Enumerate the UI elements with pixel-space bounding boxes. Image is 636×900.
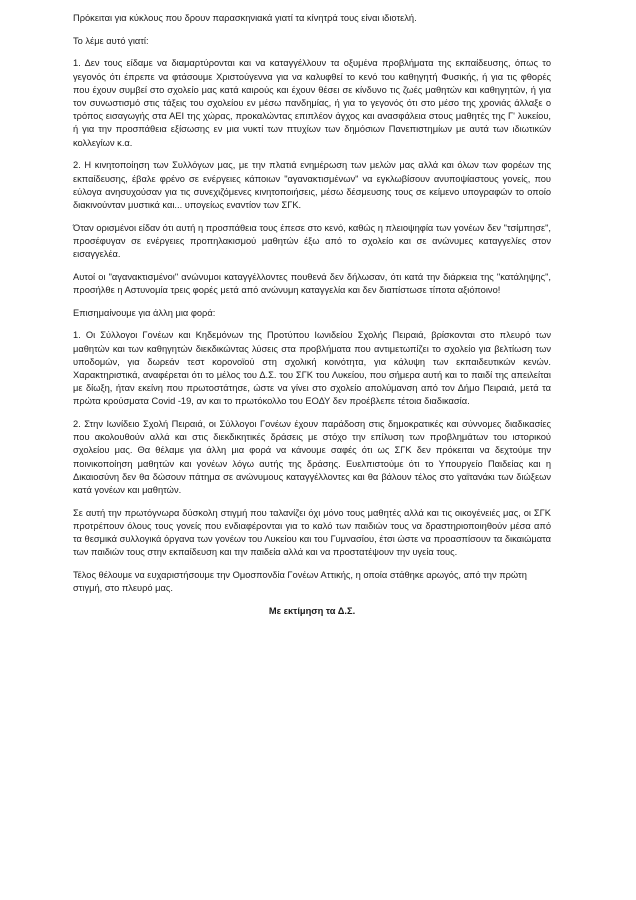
signature: Με εκτίμηση τα Δ.Σ.	[268, 606, 356, 617]
body-paragraph: Όταν ορισμένοι είδαν ότι αυτή η προσπάθεια τους έπεσε στο κενό, καθώς η πλειοψηφία των γονέων δεν "τσίμπησε", προσέφυγαν σε ενέργειες προπηλακισμού μαθητών έξω από το σχολείο και σε ανώνυμες καταγγελίες στον εισαγγελέα.	[73, 222, 551, 260]
intro-paragraph: Πρόκειται για κύκλους που δρουν παρασκηνιακά γιατί τα κίνητρά τους είναι ιδιοτελή.	[73, 13, 417, 23]
document-page	[73, 12, 551, 628]
point-1-paragraph: 1. Δεν τους είδαμε να διαμαρτύρονται και να καταγγέλλουν τα οξυμένα προβλήματα της εκπαίδευσης, όπως το γεγονός ότι έπρεπε να φτάσουμε Χριστούγεννα για να καλυφθεί το κενό του καθηγητή Φυσικής, ή για τις φθορές που έχουν συμβεί στο σχολείο μας κατά καιρούς και έχουν θέσει σε κίνδυνο τις ζωές μαθητών και καθηγητών, ή για τον συνωστισμό στις τάξεις του σχολείου εν μέσω πανδημίας, ή για το γεγονός ότι στο μέσο της χρονιάς άλλαξε ο τρόπος εισαγωγής στα ΑΕΙ της χώρας, προκαλώντας επιπλέον άγχος και ανασφάλεια στους μαθητές της Γ' λυκείου, ή για την προσπάθεια εξίσωσης εν μια νυκτί των πτυχίων των δημόσιων Πανεπιστημίων με αυτά των ιδιωτικών κολλεγίων κ.α.	[73, 58, 551, 148]
point-2-paragraph: 2. Η κινητοποίηση των Συλλόγων μας, με την πλατιά ενημέρωση των μελών μας αλλά και όλων των φορέων της εκπαίδευσης, έβαλε φρένο σε ενέργειες κάποιων "αγανακτισμένων" να εγκλωβίσουν ανυποψίαστους γονείς, που εύλογα ανησυχούσαν για τις συνεχιζόμενες κινητοποιήσεις, μέσω δέσμευσης τους σε κείμενο υπογραφών το οποίο διακινούνταν μυστικά και... υπογείως εναντίον των ΣΓΚ.	[73, 160, 551, 210]
emphasis-line: Επισημαίνουμε για άλλη μια φορά:	[73, 307, 216, 318]
emphasis-point-2-paragraph: 2. Στην Ιωνίδειο Σχολή Πειραιά, οι Σύλλογοι Γονέων έχουν παράδοση στις δημοκρατικές και σύννομες διαδικασίες που ακολουθούν αλλά και στις διεκδικητικές δράσεις με στόχο την επίλυση των προβλημάτων του ιστορικού σχολείου μας. Θα θέλαμε για άλλη μια φορά να κάνουμε σαφές ότι ως ΣΓΚ δεν πρόκειται να δεχτούμε την ποινικοποίηση μαθητών και γονέων λόγω αυτής της δράσης. Ευελπιστούμε ότι το Υπουργείο Παιδείας και η Δικαιοσύνη δεν θα δώσουν πάτημα σε ανώνυμους καταγγέλλοντες και θα βάλουν τέλος στο γαϊτανάκι των διώξεων κατά γονέων και μαθητών.	[73, 419, 551, 496]
body-paragraph: Σε αυτή την πρωτόγνωρα δύσκολη στιγμή που ταλανίζει όχι μόνο τους μαθητές αλλά και τις οικογένειές μας, οι ΣΓΚ προτρέπουν όλους τους γονείς που ενδιαφέρονται για το καλό των παιδιών τους να δραστηριοποιηθούν μέσα από τα θεσμικά συλλογικά όργανα των γονέων του Λυκείου και του Γυμνασίου, έτσι ώστε να προασπίσουν τα δικαιώματα των παιδιών τους στην εκπαίδευση και την παιδεία αλλά και να προστατέψουν την υγεία τους.	[73, 507, 551, 558]
lead-in-line: Το λέμε αυτό γιατί:	[73, 35, 149, 46]
body-paragraph: Αυτοί οι "αγανακτισμένοι" ανώνυμοι καταγγέλλοντες πουθενά δεν δήλωσαν, ότι κατά την διάρκεια της "κατάληψης", προσήλθε η Αστυνομία τρεις φορές μετά από ανώνυμη καταγγελία και δεν διαπίστωσε τίποτα αξιόποινο!	[73, 271, 551, 295]
emphasis-point-1-paragraph: 1. Οι Σύλλογοι Γονέων και Κηδεμόνων της Προτύπου Ιωνιδείου Σχολής Πειραιά, βρίσκονται στο πλευρό των μαθητών και των καθηγητών διεκδικώντας λύσεις στα προβλήματα που αντιμετωπίζει το σχολείο για βελτίωση των υποδομών, για δωρεάν τεστ κορονοϊού στη σχολική κοινότητα, για κάλυψη των εκπαιδευτικών κενών. Χαρακτηριστικά, αναφέρεται ότι το μέλος του Δ.Σ. του ΣΓΚ του Λυκείου, που σήμερα αυτή και το παιδί της απειλείται με δίωξη, ήταν εκείνη που πρωτοστάτησε, ώστε να γίνει στο σχολείο απολύμανση από τον Δήμο Πειραιά, μετά τα πρώτα κρούσματα Covid -19, αν και το πρωτόκολλο του ΕΟΔΥ δεν προέβλεπε τέτοια διαδικασία.	[73, 330, 551, 407]
closing-paragraph: Τέλος θέλουμε να ευχαριστήσουμε την Ομοσπονδία Γονέων Αττικής, η οποία στάθηκε αρωγός, από την πρώτη στιγμή, στο πλευρό μας.	[73, 570, 527, 594]
